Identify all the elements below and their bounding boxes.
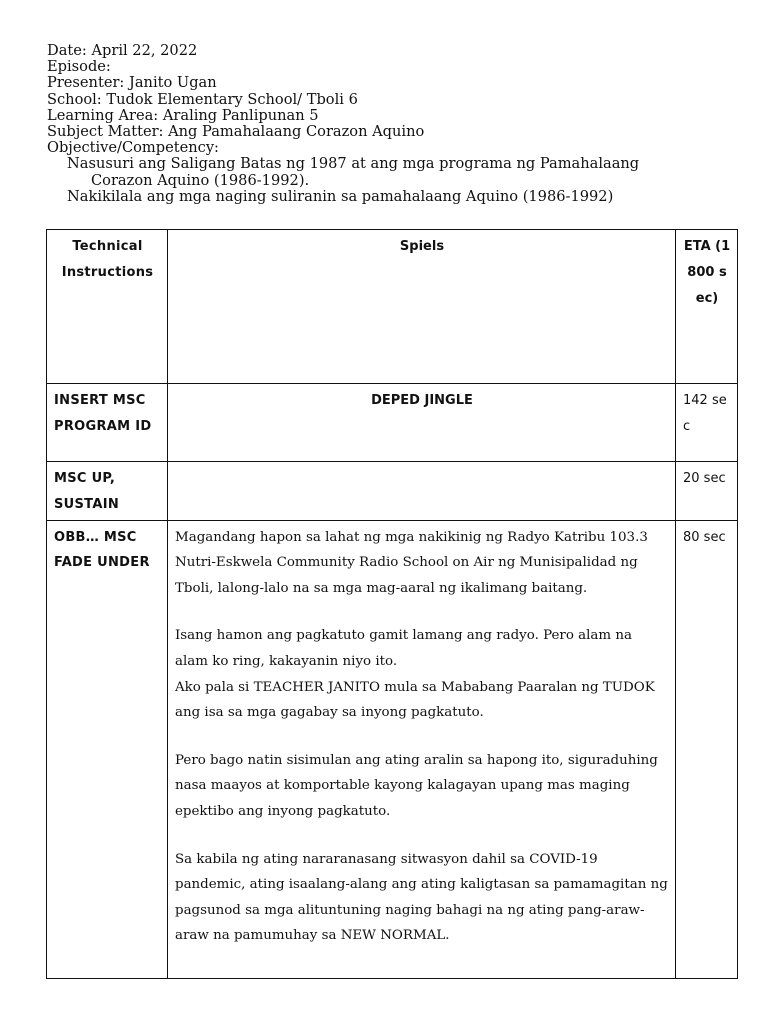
technical-cell — [47, 520, 168, 978]
table-row — [47, 462, 738, 521]
header-technical-label: Technical Instructions — [61, 239, 154, 280]
duration-cell — [676, 520, 738, 978]
table-row — [47, 520, 738, 978]
duration-value: 142 sec — [683, 393, 727, 434]
script-header — [47, 43, 737, 205]
duration-value: 80 sec — [683, 529, 726, 545]
table-row — [47, 384, 738, 462]
header-spiels-cell — [168, 230, 676, 384]
school-line: School: Tudok Elementary School/ Tboli 6 — [47, 90, 358, 108]
technical-instruction: INSERT MSC PROGRAM ID — [54, 393, 152, 434]
header-technical-cell — [47, 230, 168, 384]
objective-label: Objective/Competency: — [47, 139, 219, 157]
episode-line: Episode: — [47, 58, 111, 76]
technical-instruction: OBB… MSC FADE UNDER — [54, 529, 150, 571]
objective-1-line-a: Nasusuri ang Saligang Batas ng 1987 at ang mga programa ng Pamahalaang — [67, 155, 640, 173]
spiel-cell — [168, 462, 676, 521]
date-line: Date: April 22, 2022 — [47, 42, 198, 59]
spiel-paragraph: Ako pala si TEACHER JANITO mula sa Mababang Paaralan ng TUDOK ang isa sa mga gagabay sa inyong pagkatuto. — [175, 679, 655, 721]
spiel-cell — [168, 384, 676, 462]
spiel-paragraph: Pero bago natin sisimulan ang ating aralin sa hapong ito, siguraduhing nasa maayos at komportable kayong kalagayan upang mas maging epektibo ang inyong pagkatuto. — [175, 752, 658, 819]
technical-instruction: MSC UP, SUSTAIN — [54, 471, 120, 512]
duration-value: 20 sec — [683, 471, 726, 486]
header-eta-label: ETA (1800 sec) — [683, 239, 731, 306]
header-eta-cell — [676, 230, 738, 384]
objective-1-line-b: Corazon Aquino (1986-1992). — [91, 171, 310, 189]
spiel-title: DEPED JINGLE — [371, 393, 473, 408]
script-table — [46, 229, 738, 979]
technical-cell — [47, 462, 168, 521]
spiel-paragraph: Sa kabila ng ating nararanasang sitwasyon dahil sa COVID-19 pandemic, ating isaalang-alang ang ating kaligtasan sa pamamagitan ng pagsunod sa mga alituntuning naging bahagi na ng ating pang-araw-araw na pamumuhay sa NEW NORMAL. — [175, 851, 668, 944]
technical-cell — [47, 384, 168, 462]
spiel-cell — [168, 520, 676, 978]
subject-matter-line: Subject Matter: Ang Pamahalaang Corazon Aquino — [47, 123, 425, 141]
presenter-line: Presenter: Janito Ugan — [47, 74, 217, 92]
spiel-paragraph: Isang hamon ang pagkatuto gamit lamang ang radyo. Pero alam na alam ko ring, kakayanin niyo ito. — [175, 628, 632, 669]
duration-cell — [676, 462, 738, 521]
spiel-paragraph: Magandang hapon sa lahat ng mga nakikinig ng Radyo Katribu 103.3 Nutri-Eskwela Community Radio School on Air ng Munisipalidad ng Tboli, lalong-lalo na sa mga mag-aaral ng ikalimang baitang. — [175, 529, 648, 596]
objective-2-line: Nakikilala ang mga naging suliranin sa pamahalaang Aquino (1986-1992) — [67, 187, 614, 205]
spiel-text — [175, 525, 669, 949]
learning-area-line: Learning Area: Araling Panlipunan 5 — [47, 106, 319, 124]
duration-cell — [676, 384, 738, 462]
table-header-row — [47, 230, 738, 384]
header-spiels-label: Spiels — [399, 239, 445, 254]
